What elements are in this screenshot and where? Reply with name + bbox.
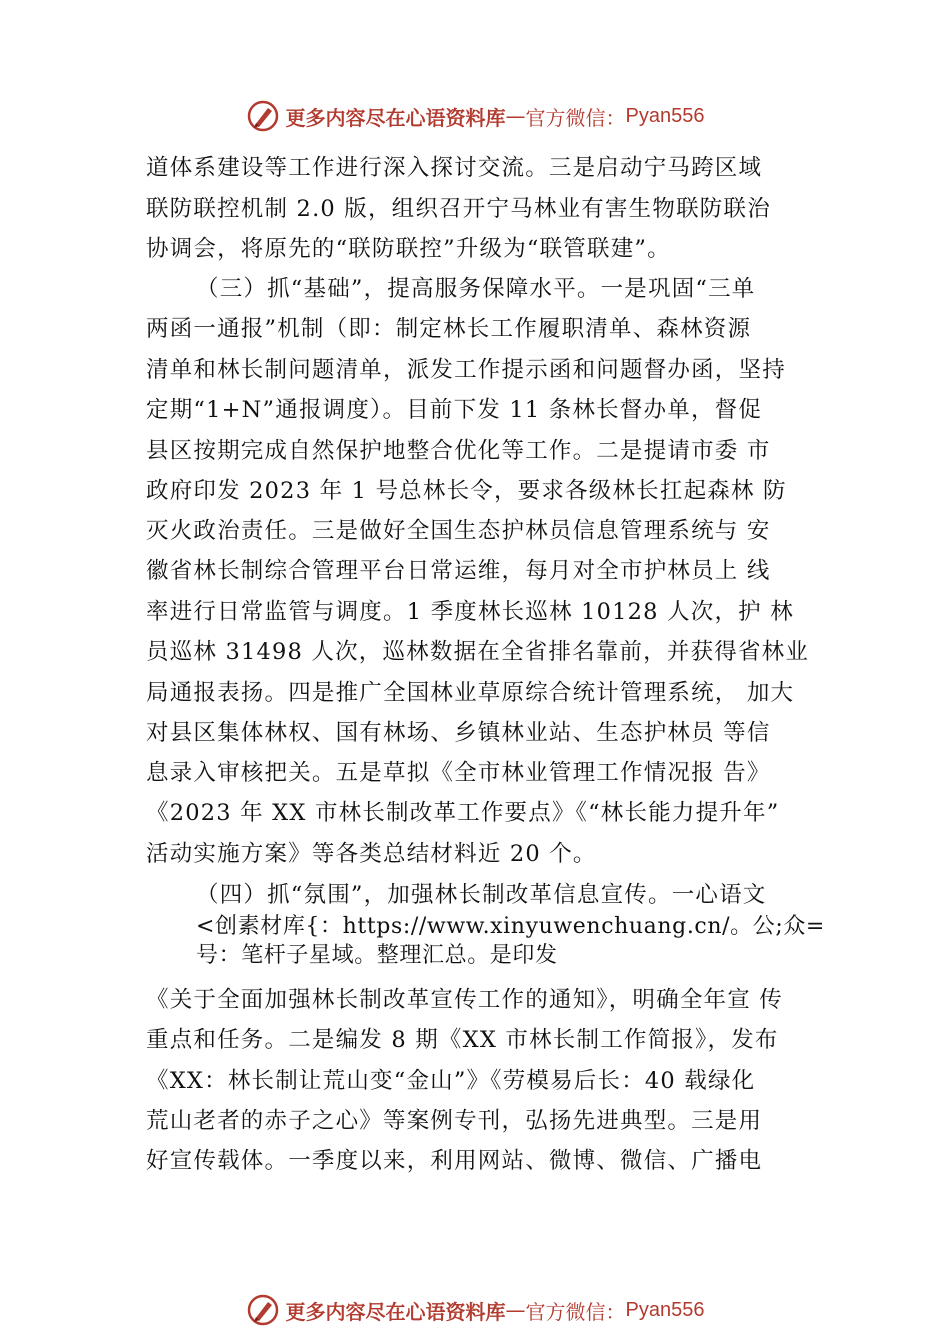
text-line: 《2023 年 XX 市林长制改革工作要点》《“林长能力提升年” — [146, 800, 780, 826]
text-line: 协调会，将原先的“联防联控”升级为“联管联建”。 — [146, 236, 671, 262]
text-line: 《关于全面加强林长制改革宣传工作的通知》，明确全年宣 传 — [146, 987, 784, 1013]
header-banner — [0, 96, 950, 136]
text-line: 息录入审核把关。五是草拟《全市林业管理工作情况报 告》 — [146, 760, 771, 786]
text-line: 县区按期完成自然保护地整合优化等工作。二是提请市委 市 — [146, 438, 771, 464]
text-line: 活动实施方案》等各类总结材料近 20 个。 — [146, 841, 597, 867]
pen-circle-logo-icon — [246, 99, 280, 133]
text-line: 《XX：林长制让荒山变“金山”》《劳模易后长：40 载绿化 — [146, 1068, 756, 1094]
footer-banner — [0, 1290, 950, 1330]
text-line: 政府印发 2023 年 1 号总林长令，要求各级林长扛起森林 防 — [146, 478, 787, 504]
text-line: 局通报表扬。四是推广全国林业草原综合统计管理系统， 加大 — [146, 680, 795, 706]
banner-title: 更多内容尽在心语资料库 — [285, 105, 506, 130]
banner-wechat-id: Pyan556 — [625, 104, 705, 127]
text-line: 好宣传载体。一季度以来，利用网站、微博、微信、广播电 — [146, 1148, 763, 1174]
watermark-account-line: 号：笔杆子星域。整理汇总。是印发 — [196, 943, 558, 968]
text-line: 重点和任务。二是编发 8 期《XX 市林长制工作简报》，发布 — [146, 1027, 779, 1053]
pen-circle-logo-icon — [246, 1293, 280, 1327]
text-line: 对县区集体林权、国有林场、乡镇林业站、生态护林员 等信 — [146, 720, 771, 746]
text-line: 员巡林 31498 人次，巡林数据在全省排名靠前，并获得省林业 — [146, 639, 810, 665]
section-heading-line: （三）抓“基础”，提高服务保障水平。一是巩固“三单 — [196, 276, 756, 302]
text-line: 联防联控机制 2.0 版，组织召开宁马林业有害生物联防联治 — [146, 196, 771, 222]
section-heading-line: （四）抓“氛围”，加强林长制改革信息宣传。一心语文 — [196, 882, 767, 908]
text-line: 两函一通报”机制（即：制定林长工作履职清单、森林资源 — [146, 316, 752, 342]
text-line: 灭火政治责任。三是做好全国生态护林员信息管理系统与 安 — [146, 518, 771, 544]
text-line: 率进行日常监管与调度。1 季度林长巡林 10128 人次，护 林 — [146, 599, 794, 625]
banner-dash: — — [505, 104, 526, 128]
banner-wechat-id: Pyan556 — [625, 1298, 705, 1321]
banner-wechat-label: 官方微信： — [525, 105, 626, 130]
banner-title: 更多内容尽在心语资料库 — [285, 1299, 506, 1324]
text-line: 定期“1+N”通报调度）。目前下发 11 条林长督办单，督促 — [146, 397, 763, 423]
text-line: 徽省林长制综合管理平台日常运维，每月对全市护林员上 线 — [146, 558, 771, 584]
watermark-url-line: <创素材库{：https://www.xinyuwenchuang.cn/。公;众= — [196, 914, 825, 939]
banner-dash: — — [505, 1298, 526, 1322]
text-line: 道体系建设等工作进行深入探讨交流。三是启动宁马跨区域 — [146, 155, 763, 181]
banner-wechat-label: 官方微信： — [525, 1299, 626, 1324]
text-line: 荒山老者的赤子之心》等案例专刊，弘扬先进典型。三是用 — [146, 1108, 763, 1134]
text-line: 清单和林长制问题清单，派发工作提示函和问题督办函，坚持 — [146, 357, 786, 383]
